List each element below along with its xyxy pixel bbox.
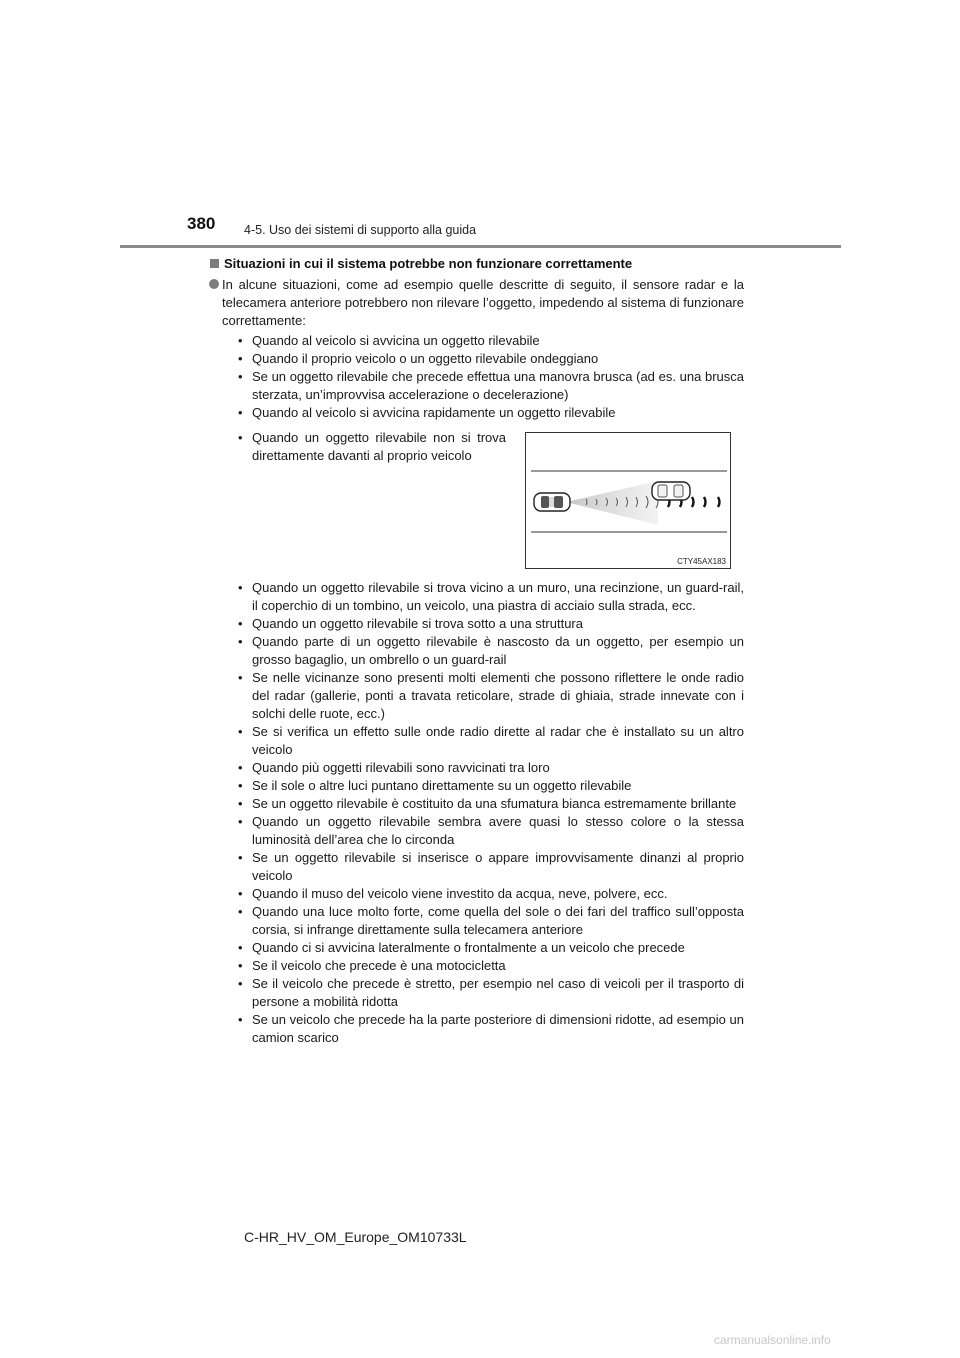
- figure-code: CTY45AX183: [677, 557, 726, 566]
- list-item: • Quando parte di un oggetto rilevabile è nascosto da un oggetto, per esempio un grosso bagaglio, un ombrello o un guard-rail: [238, 633, 744, 669]
- list-item: • Se il veicolo che precede è una motocicletta: [238, 957, 744, 975]
- list-item: • Se un oggetto rilevabile che precede effettua una manovra brusca (ad es. una brusca sterzata, un’improvvisa accelerazione o decelerazione): [238, 368, 744, 404]
- list-item: • Quando una luce molto forte, come quella del sole o dei fari del traffico sull’opposta corsia, si infrange direttamente sulla telecamera anteriore: [238, 903, 744, 939]
- list-item: • Quando il proprio veicolo o un oggetto rilevabile ondeggiano: [238, 350, 744, 368]
- intro-paragraph: [222, 276, 744, 330]
- header-rule: [120, 245, 841, 248]
- radar-offset-illustration: [525, 432, 731, 569]
- list-item: • Quando al veicolo si avvicina rapidamente un oggetto rilevabile: [238, 404, 744, 422]
- watermark: carmanualsonline.info: [714, 1333, 831, 1347]
- list-item: • Quando un oggetto rilevabile sembra avere quasi lo stesso colore o la stessa luminosità dell’area che lo circonda: [238, 813, 744, 849]
- illustration-drawing: [526, 433, 732, 570]
- list-item: • Quando un oggetto rilevabile non si trova direttamente davanti al proprio veicolo: [238, 429, 506, 465]
- document-id-footer: C-HR_HV_OM_Europe_OM10733L: [244, 1229, 467, 1245]
- list-item: • Quando un oggetto rilevabile si trova sotto a una struttura: [238, 615, 744, 633]
- condition-list-b: [238, 429, 506, 465]
- circle-bullet-icon: [209, 279, 219, 289]
- condition-list-c: [238, 579, 744, 1047]
- list-item: • Quando un oggetto rilevabile si trova vicino a un muro, una recinzione, un guard-rail, il coperchio di un tombino, un veicolo, una piastra di acciaio sulla strada, ecc.: [238, 579, 744, 615]
- list-item: • Quando al veicolo si avvicina un oggetto rilevabile: [238, 332, 744, 350]
- list-item: • Quando il muso del veicolo viene investito da acqua, neve, polvere, ecc.: [238, 885, 744, 903]
- section-title: 4-5. Uso dei sistemi di supporto alla guida: [244, 223, 477, 237]
- preceding-vehicle: [652, 482, 690, 500]
- radar-beam: [566, 481, 658, 525]
- list-item: • Se nelle vicinanze sono presenti molti elementi che possono riflettere le onde radio del radar (gallerie, ponti a travata reticolare, strade di ghiaia, strade innevate con i solchi delle ruote, ecc.): [238, 669, 744, 723]
- section-heading-text: Situazioni in cui il sistema potrebbe non funzionare correttamente: [224, 256, 633, 271]
- intro-text: In alcune situazioni, come ad esempio quelle descritte di seguito, il sensore radar e la telecamera anteriore potrebbero non rilevare l’oggetto, impedendo al sistema di funzionare correttamente:: [222, 277, 744, 328]
- condition-list-a: [238, 332, 744, 422]
- list-item: • Se un oggetto rilevabile è costituito da una sfumatura bianca estremamente brillante: [238, 795, 744, 813]
- list-item: • Quando ci si avvicina lateralmente o frontalmente a un veicolo che precede: [238, 939, 744, 957]
- list-item: • Se si verifica un effetto sulle onde radio dirette al radar che è installato su un altro veicolo: [238, 723, 744, 759]
- square-bullet-icon: [210, 259, 219, 268]
- list-item: • Se un veicolo che precede ha la parte posteriore di dimensioni ridotte, ad esempio un camion scarico: [238, 1011, 744, 1047]
- list-item: • Se il veicolo che precede è stretto, per esempio nel caso di veicoli per il trasporto di persone a mobilità ridotta: [238, 975, 744, 1011]
- section-heading: [210, 256, 632, 271]
- list-item: • Se il sole o altre luci puntano direttamente su un oggetto rilevabile: [238, 777, 744, 795]
- list-item: • Se un oggetto rilevabile si inserisce o appare improvvisamente dinanzi al proprio veicolo: [238, 849, 744, 885]
- own-vehicle: [534, 493, 570, 511]
- list-item: • Quando più oggetti rilevabili sono ravvicinati tra loro: [238, 759, 744, 777]
- page-number: 380: [187, 214, 216, 233]
